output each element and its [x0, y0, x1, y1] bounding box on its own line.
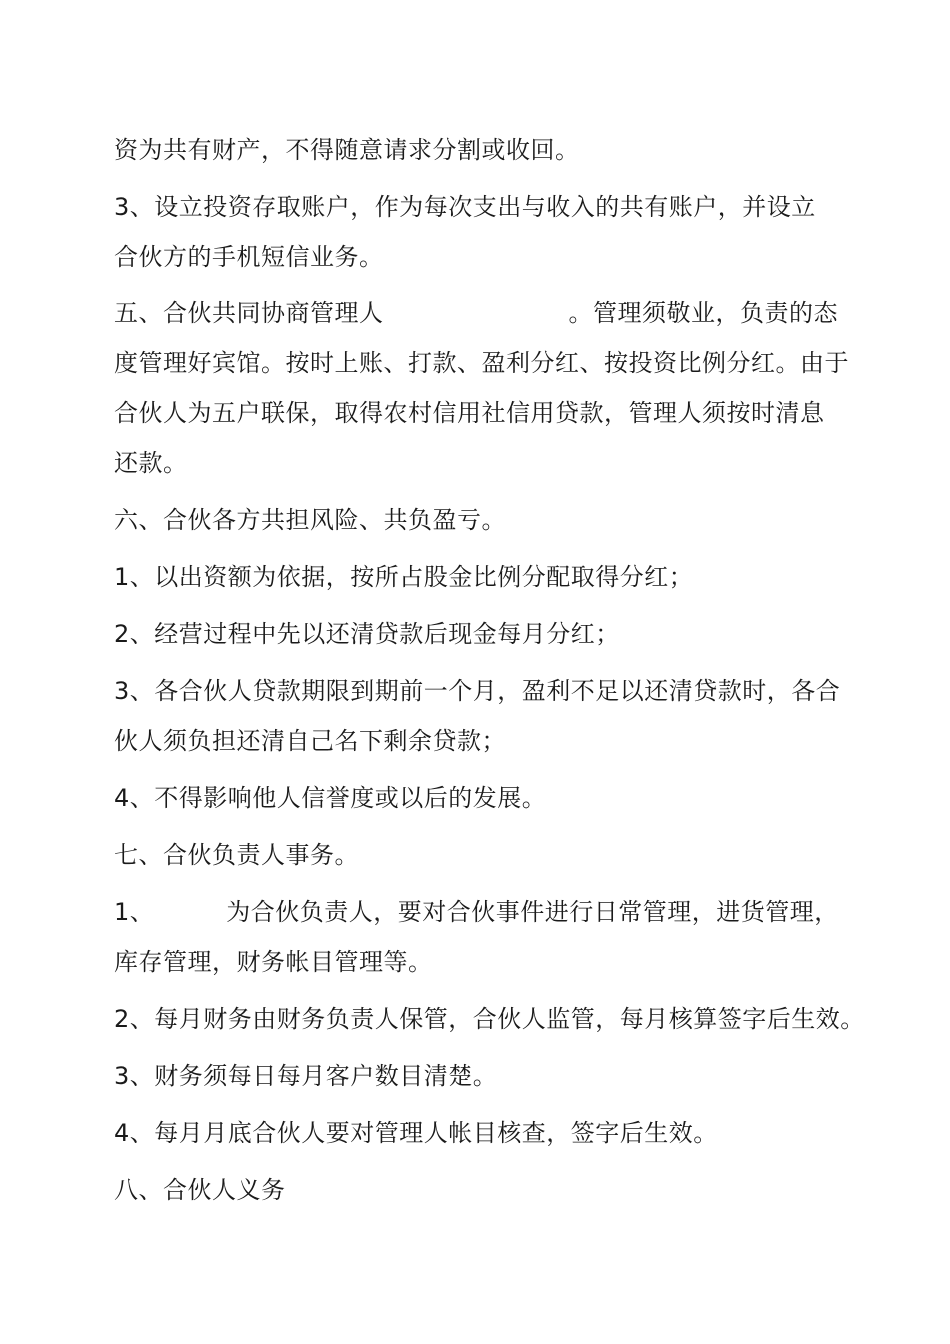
paragraph-line: 合伙人为五户联保，取得农村信用社信用贷款，管理人须按时清息	[114, 399, 825, 427]
paragraph-line: 度管理好宾馆。按时上账、打款、盈利分红、按投资比例分红。由于	[114, 349, 849, 377]
paragraph-line: 4、不得影响他人信誉度或以后的发展。	[114, 784, 547, 812]
paragraph-line: 3、各合伙人贷款期限到期前一个月，盈利不足以还清贷款时，各合	[114, 677, 841, 705]
paragraph-line: 伙人须负担还清自己名下剩余贷款；	[114, 727, 506, 755]
paragraph-line: 1、以出资额为依据，按所占股金比例分配取得分红；	[114, 563, 694, 591]
section-seven-item-one	[114, 897, 839, 927]
section-heading: 六、合伙各方共担风险、共负盈亏。	[114, 506, 506, 534]
section-five-tail: 。管理须敬业，负责的态	[568, 299, 838, 327]
item-number: 1、	[114, 898, 155, 926]
paragraph-line: 3、财务须每日每月客户数目清楚。	[114, 1062, 498, 1090]
paragraph-line: 资为共有财产，不得随意请求分割或收回。	[114, 136, 580, 164]
section-five-line	[114, 298, 838, 328]
paragraph-line: 还款。	[114, 449, 188, 477]
paragraph-line: 库存管理，财务帐目管理等。	[114, 948, 433, 976]
section-heading: 八、合伙人义务	[114, 1176, 286, 1204]
paragraph-line: 3、设立投资存取账户，作为每次支出与收入的共有账户，并设立	[114, 193, 816, 221]
section-five-lead: 五、合伙共同协商管理人	[114, 299, 384, 327]
paragraph-line: 2、经营过程中先以还清贷款后现金每月分红；	[114, 620, 620, 648]
paragraph-line: 合伙方的手机短信业务。	[114, 243, 384, 271]
paragraph-line: 4、每月月底合伙人要对管理人帐目核查，签字后生效。	[114, 1119, 718, 1147]
item-text: 为合伙负责人，要对合伙事件进行日常管理，进货管理，	[226, 898, 839, 926]
section-heading: 七、合伙负责人事务。	[114, 841, 359, 869]
paragraph-line: 2、每月财务由财务负责人保管，合伙人监管，每月核算签字后生效。	[114, 1005, 865, 1033]
